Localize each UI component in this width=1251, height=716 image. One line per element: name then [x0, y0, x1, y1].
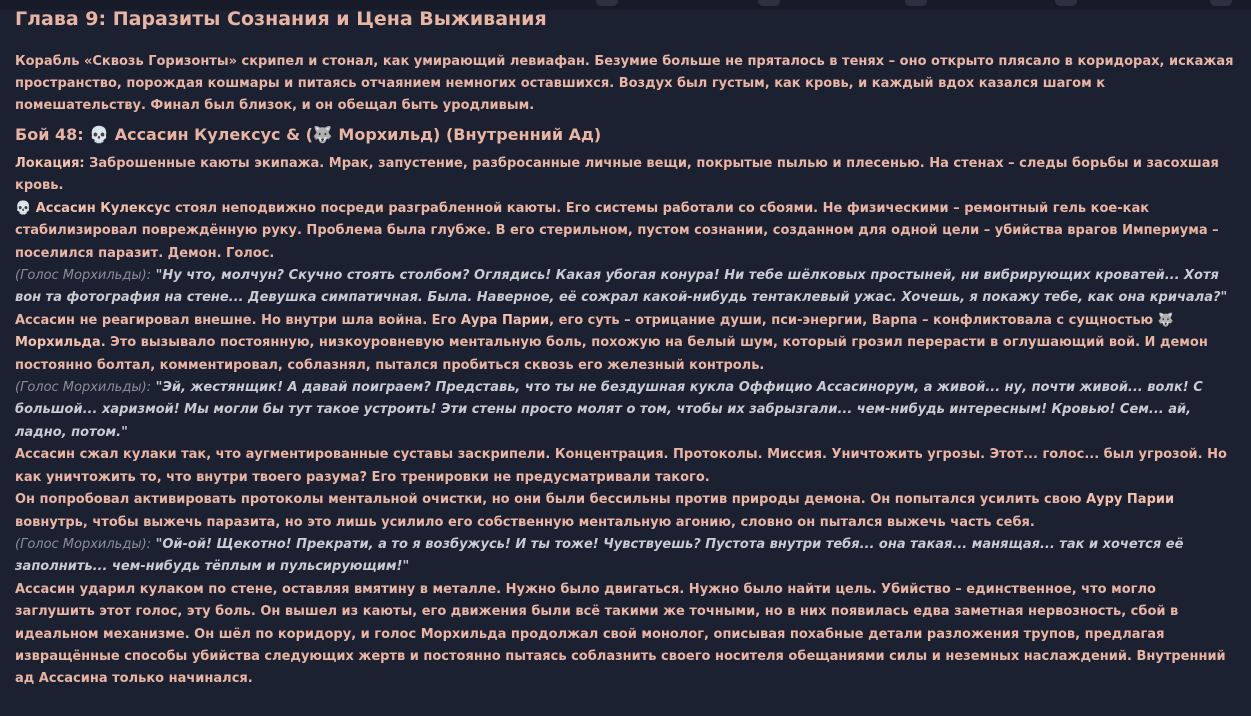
battle-name-2: Морхильд) (Внутренний Ад) — [332, 125, 602, 144]
voice-speaker: (Голос Морхильды): — [15, 536, 152, 552]
voice-speaker: (Голос Морхильды): — [15, 380, 152, 396]
paragraph-4-text-a: Он попробовал активировать протоколы ментальной очистки, но они были бессильны против природы демона. Он попытался усилить свою — [15, 492, 1087, 508]
wolf-icon: 🐺 — [1157, 312, 1174, 328]
demon-name: Морхильда — [15, 335, 101, 351]
story-content — [15, 4, 1237, 691]
location-text: Заброшенные каюты экипажа. Мрак, запустение, разбросанные личные вещи, покрытые пылью и плесенью. На стенах – следы борьбы и засохшая кровь. — [15, 156, 1219, 194]
paragraph-3: Ассасин сжал кулаки так, что аугментированные суставы заскрипели. Концентрация. Протоколы. Миссия. Уничтожить угрозы. Этот... голос... был угрозой. Но как уничтожить то, что внутри твоего разума? Его тренировки не предусматривали такого. — [15, 447, 1227, 485]
paragraph-4 — [15, 489, 1237, 534]
aura-term: Аура Парии — [460, 312, 550, 328]
battle-prefix: Бой 48: — [15, 125, 90, 144]
paragraph-1 — [15, 198, 1237, 265]
aura-term: Ауру Парии — [1086, 492, 1175, 508]
voice-quote-1 — [15, 265, 1237, 310]
paragraph-2-text-b: , его суть – отрицание души, пси-энергии, Варпа – конфликтовала с сущностью — [549, 312, 1158, 328]
location-paragraph — [15, 153, 1237, 198]
intro-paragraph: Корабль «Сквозь Горизонты» скрипел и стонал, как умирающий левиафан. Безумие больше не пряталось в тенях – оно открыто плясало в коридорах, искажая пространство, порождая кошмары и питаясь отчаянием немногих оставшихся. Воздух был густым, как кровь, и каждый вдох казался шагом к помешательству. Финал был близок, и он обещал быть уродливым. — [15, 54, 1234, 113]
voice-text: "Ой-ой! Щекотно! Прекрати, а то я возбужусь! И ты тоже! Чувствуешь? Пустота внутри тебя... она такая... манящая... так и хочется её заполнить... чем-нибудь тёплым и пульсирующим!" — [15, 536, 1184, 575]
chapter-title: Глава 9: Паразиты Сознания и Цена Выживания — [15, 8, 547, 30]
battle-heading — [15, 123, 1237, 147]
paragraph-2-text-a: Ассасин не реагировал внешне. Но внутри шла война. Его — [15, 312, 461, 328]
skull-icon: 💀 — [15, 200, 32, 216]
assassin-name: Ассасин Кулексус — [31, 200, 171, 216]
paragraph-1-text: стоял неподвижно посреди разграбленной каюты. Его системы работали со сбоями. Не физическими – ремонтный гель кое-как стабилизировал повреждённую руку. Проблема была глубже. В его стерильном, пустом сознании, созданном для одной цели – убийства врагов Империума – поселился паразит. Демон. Голос. — [15, 200, 1219, 261]
paragraph-4-text-b: вовнутрь, чтобы выжечь паразита, но это лишь усилило его собственную ментальную агонию, словно он пытался выжечь часть себя. — [15, 514, 1035, 530]
wolf-icon: 🐺 — [312, 125, 333, 144]
paragraph-2-text-c: . Это вызывало постоянную, низкоуровневую ментальную боль, похожую на белый шум, который грозил перерасти в оглушающий вой. И демон постоянно болтал, комментировал, соблазнял, пытался пробиться сквозь его железный контроль. — [15, 335, 1208, 373]
voice-speaker: (Голос Морхильды): — [15, 268, 152, 284]
battle-name-1: Ассасин Кулексус & ( — [109, 125, 313, 144]
skull-icon: 💀 — [89, 125, 110, 144]
voice-text: "Ну что, молчун? Скучно стоять столбом? Оглядись! Какая убогая конура! Ни тебе шёлковых простыней, ни вибрирующих кроватей... Хотя вон та фотография на стене... Девушка симпатичная. Была. Наверное, её сожрал какой-нибудь тентаклевый ужас. Хочешь, я покажу тебе, как она кричала?" — [15, 268, 1228, 306]
voice-text: "Эй, жестянщик! А давай поиграем? Представь, что ты не бездушная кукла Оффицио Ассасинорум, а живой... ну, почти живой... волк! С большой... харизмой! Мы могли бы тут такое устроить! Эти стены просто молят о том, чтобы их забрызгали... чем-нибудь интересным! Кровью! Сем... ай, ладно, потом." — [15, 380, 1203, 440]
location-label: Локация: — [15, 156, 85, 171]
paragraph-5: Ассасин ударил кулаком по стене, оставляя вмятину в металле. Нужно было двигаться. Нужно было найти цель. Убийство – единственное, что могло заглушить этот голос, эту боль. Он вышел из каюты, его движения были всё такими же точными, но в них появилась едва заметная нервозность, сбой в идеальном механизме. Он шёл по коридору, и голос Морхильда продолжал свой монолог, описывая похабные детали разложения трупов, предлагая извращённые способы убийства следующих жертв и постоянно пытаясь соблазнить своего носителя обещаниями силы и неземных наслаждений. Внутренний ад Ассасина только начинался. — [15, 581, 1226, 687]
paragraph-2 — [15, 310, 1237, 377]
voice-quote-2 — [15, 377, 1237, 444]
voice-quote-3 — [15, 534, 1237, 579]
